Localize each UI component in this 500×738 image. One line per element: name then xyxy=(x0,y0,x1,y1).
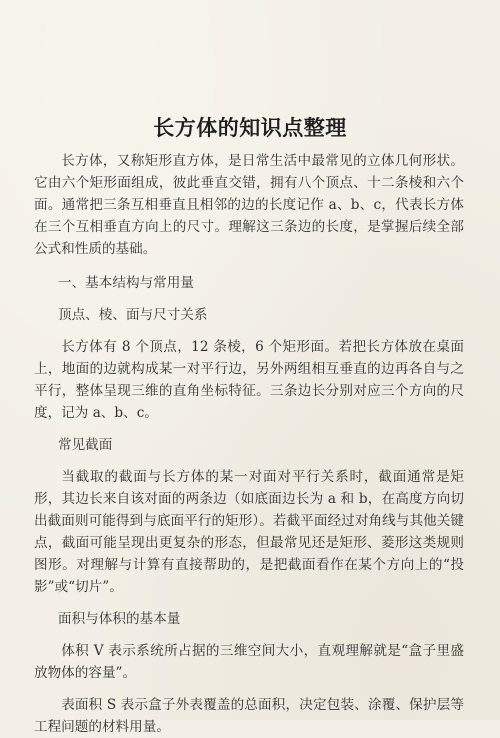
document-body xyxy=(34,150,464,738)
subheading-area-volume: 面积与体积的基本量 xyxy=(58,611,181,627)
subheading-vertices-edges-faces: 顶点、棱、面与尺寸关系 xyxy=(58,307,208,323)
vertices-edges-faces-paragraph: 长方体有 8 个顶点，12 条棱，6 个矩形面。若把长方体放在桌面上，地面的边就构成某一对平行边，另外两组相互垂直的边再各自与之平行，整体呈现三维的直角坐标特征。三条边长分别对应三个方向的尺度，记为 a、b、c。 xyxy=(34,339,464,421)
surface-area-paragraph: 表面积 S 表示盒子外表覆盖的总面积，决定包装、涂覆、保护层等工程问题的材料用量。 xyxy=(34,697,464,735)
page-title: 长方体的知识点整理 xyxy=(153,115,347,140)
volume-paragraph: 体积 V 表示系统所占据的三维空间大小，直观理解就是“盒子里盛放物体的容量”。 xyxy=(34,643,464,681)
intro-paragraph: 长方体，又称矩形直方体，是日常生活中最常见的立体几何形状。它由六个矩形面组成，彼此垂直交错，拥有八个顶点、十二条棱和六个面。通常把三条互相垂直且相邻的边的长度记作 a、b、c，代表长方体在三个互相垂直方向上的尺寸。理解这三条边的长度，是掌握后续全部公式和性质的基础。 xyxy=(34,153,464,257)
cross-sections-paragraph: 当截取的截面与长方体的某一对面对平行关系时，截面通常是矩形，其边长来自该对面的两条边（如底面边长为 a 和 b，在高度方向切出截面则可能得到与底面平行的矩形）。若截平面经过对角线与其他关键点，截面可能呈现出更复杂的形态，但最常见还是矩形、菱形这类规则图形。对理解与计算有直接帮助的，是把截面看作在某个方向上的“投影”或“切片”。 xyxy=(34,469,464,595)
subheading-cross-sections: 常见截面 xyxy=(58,437,113,453)
section-heading-basic-structure: 一、基本结构与常用量 xyxy=(58,275,194,291)
